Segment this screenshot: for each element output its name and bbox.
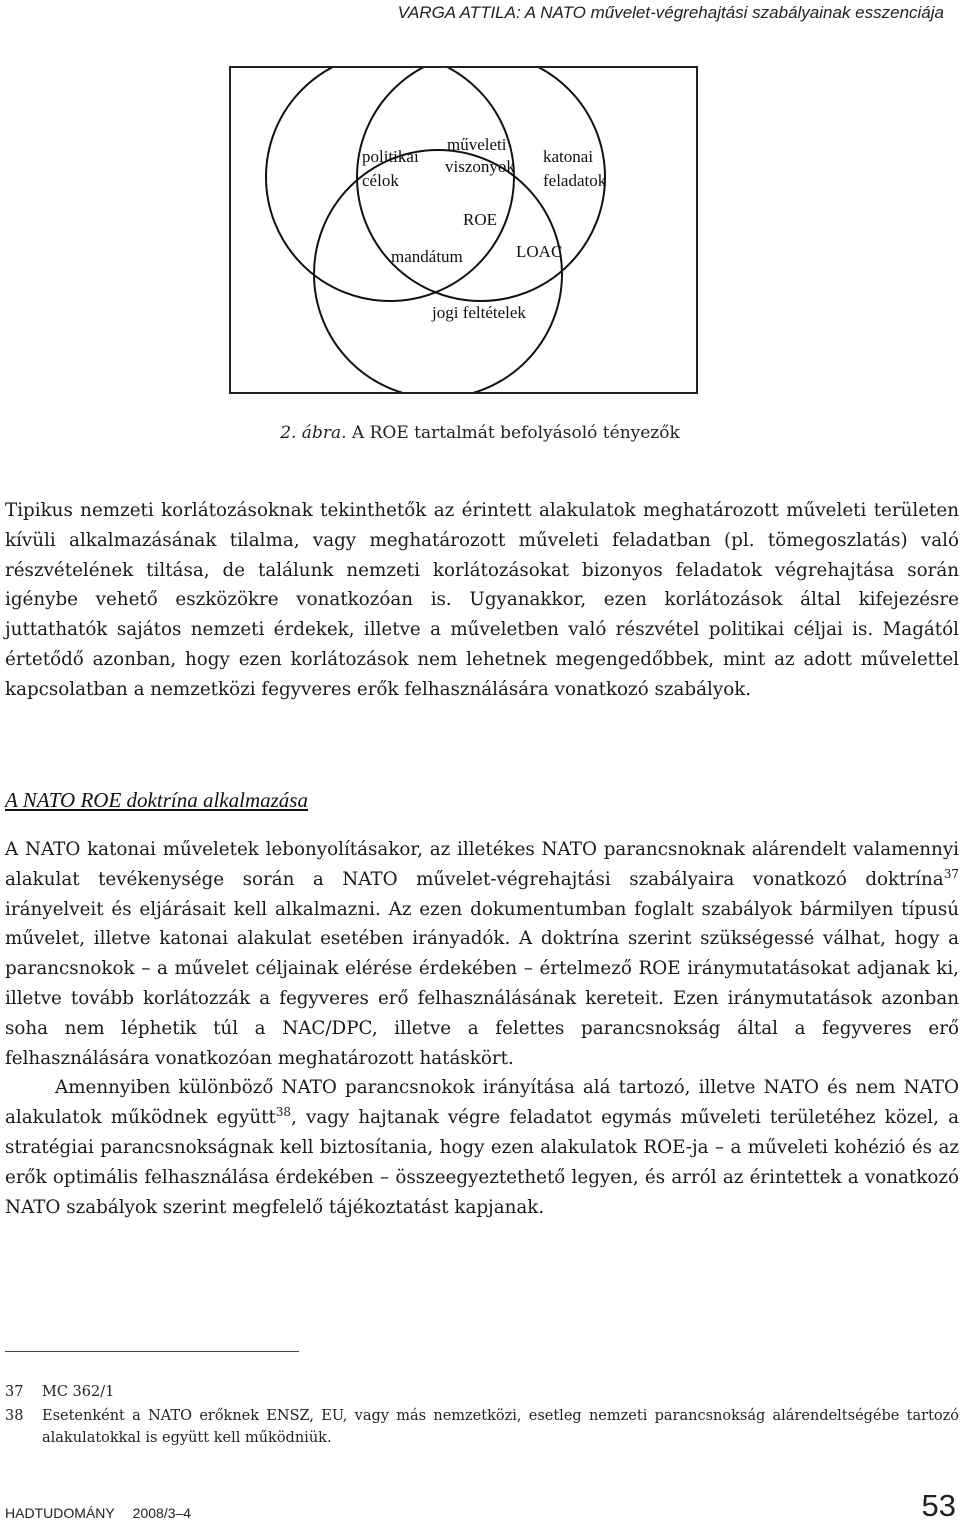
- footnotes: [5, 1381, 959, 1451]
- label-muveleti: műveleti: [447, 135, 507, 154]
- footnote-ref-37[interactable]: 37: [943, 866, 959, 881]
- label-feladatok: feladatok: [543, 171, 607, 190]
- figure-caption-text: A ROE tartalmát befolyásoló tényezők: [346, 423, 680, 443]
- running-header: VARGA ATTILA: A NATO művelet-végrehajtási szabályainak esszenciája: [397, 3, 944, 22]
- footnote-38: [5, 1405, 959, 1449]
- label-jogi-feltetelek: jogi feltételek: [432, 303, 526, 322]
- journal-name: HADTUDOMÁNY: [5, 1505, 115, 1521]
- venn-diagram: [231, 68, 696, 392]
- paragraph-2-part-b: irányelveit és eljárásait kell alkalmazni. Az ezen dokumentumban foglalt szabályok bármilyen típusú művelet, illetve katonai alakulat esetében irányadók. A doktrína szerint szükségessé válhat, hogy a parancsnokok – a művelet céljainak elérése érdekében – értelmező ROE iránymutatásokat adjanak ki, illetve tovább korlátozzák a fegyveres erő felhasználásának kereteit. Ezen iránymutatások azonban soha nem léphetik túl a NAC/DPC, illetve a felettes parancsnokság által a fegyveres erő felhasználására vonatkozóan meghatározott hatáskört.: [5, 898, 959, 1069]
- label-loac: LOAC: [516, 242, 563, 261]
- paragraph-3-part-a: Amennyiben különböző NATO parancsnokok irányítása alá tartozó, illetve NATO és nem NATO alakulatok működnek együtt: [5, 1077, 959, 1129]
- footnote-37: [5, 1381, 959, 1403]
- label-viszonyok: viszonyok: [445, 157, 515, 176]
- running-footer: [5, 1505, 209, 1521]
- paragraph-3: [5, 1073, 959, 1222]
- label-celok: célok: [362, 171, 399, 190]
- label-roe: ROE: [463, 210, 497, 229]
- venn-diagram-figure: [229, 66, 698, 394]
- footnote-text: Esetenként a NATO erőknek ENSZ, EU, vagy más nemzetközi, esetleg nemzeti parancsnokság alárendeltségébe tartozó alakulatokkal is együtt kell működniük.: [42, 1408, 959, 1446]
- footnote-text: MC 362/1: [42, 1384, 115, 1400]
- figure-caption: [0, 423, 960, 443]
- section-heading: A NATO ROE doktrína alkalmazása: [5, 788, 308, 812]
- paragraph-2: [5, 835, 959, 1073]
- journal-issue: 2008/3–4: [132, 1505, 192, 1521]
- label-politikai: politikai: [362, 147, 419, 166]
- label-katonai: katonai: [543, 147, 594, 166]
- paragraph-3-part-b: , vagy hajtanak végre feladatot egymás műveleti területéhez közel, a stratégiai parancsnokságnak kell biztosítania, hogy ezen alakulatok ROE-ja – a műveleti kohézió és az erők optimális felhasználása érdekében – összeegyeztethető legyen, és arról az érintettek a vonatkozó NATO szabályok szerint megfelelő tájékoztatást kapjanak.: [5, 1107, 959, 1218]
- footnote-number: 38: [5, 1408, 24, 1424]
- footnote-ref-38[interactable]: 38: [275, 1105, 292, 1120]
- circle-jogi: [314, 150, 562, 392]
- paragraph-1: Tipikus nemzeti korlátozásoknak tekinthetők az érintett alakulatok meghatározott műveleti területen kívüli alkalmazásának tilalma, vagy meghatározott műveleti feladatban (pl. tömegoszlatás) való részvételének tiltása, de találunk nemzeti korlátozásokat bizonyos feladatok végrehajtása során igénybe vehető eszközökre vonatkozóan is. Ugyanakkor, ezen korlátozások által kifejezésre juttathatók sajátos nemzeti érdekek, illetve a műveletben való részvétel politikai céljai is. Magától értetődő azonban, hogy ezen korlátozások nem lehetnek megengedőbbek, mint az adott művelettel kapcsolatban a nemzetközi fegyveres erők felhasználására vonatkozó szabályok.: [5, 500, 959, 700]
- footnote-divider: [5, 1351, 299, 1352]
- paragraph-2-part-a: A NATO katonai műveletek lebonyolításakor, az illetékes NATO parancsnoknak alárendelt valamennyi alakulat tevékenysége során a NATO művelet-végrehajtási szabályaira vonatkozó doktrína: [5, 839, 959, 890]
- page-number: 53: [921, 1488, 956, 1522]
- label-mandatum: mandátum: [391, 247, 463, 266]
- section-body: [5, 835, 959, 1222]
- footnote-number: 37: [5, 1384, 24, 1400]
- figure-number: 2. ábra.: [280, 423, 347, 443]
